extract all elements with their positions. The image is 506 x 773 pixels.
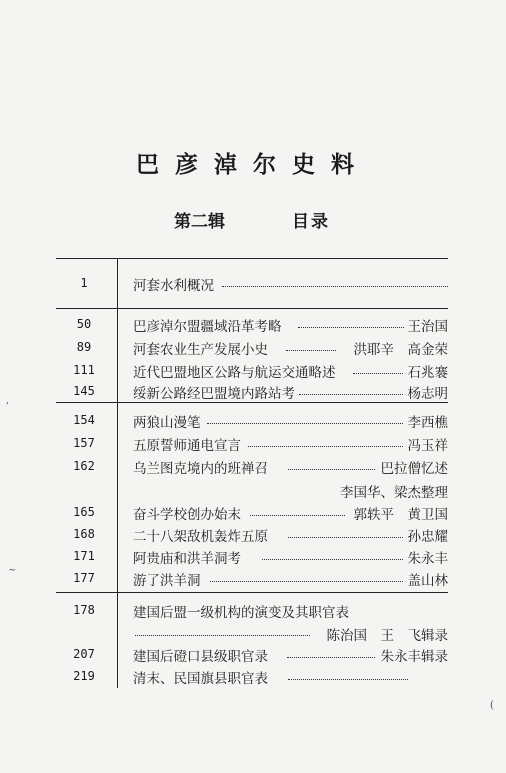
entry-page-number: 111 <box>73 363 95 377</box>
leader-dots <box>248 446 403 447</box>
entry-author: 朱永丰辑录 <box>380 649 448 665</box>
section-rule-3 <box>56 592 448 593</box>
entry-title[interactable]: 河套农业生产发展小史 <box>133 342 268 358</box>
entry-title[interactable]: 奋斗学校创办始末 <box>133 507 241 523</box>
entry-page-number: 50 <box>76 317 92 331</box>
entry-title[interactable]: 绥新公路经巴盟境内路站考 <box>133 386 295 402</box>
entry-page-number: 171 <box>73 549 95 563</box>
scan-mark: ( <box>490 700 494 711</box>
entry-page-number: 207 <box>73 647 95 661</box>
leader-dots <box>299 394 403 395</box>
entry-page-number: 89 <box>76 340 92 354</box>
entry-title[interactable]: 二十八架敌机轰炸五原 <box>133 529 268 545</box>
leader-dots <box>207 423 403 424</box>
entry-page-number: 177 <box>73 571 95 585</box>
entry-author: 郭轶平 黄卫国 <box>353 507 448 523</box>
entry-title[interactable]: 乌兰图克境内的班禅召 <box>133 461 268 477</box>
entry-author: 巴拉僧忆述 <box>380 461 448 477</box>
leader-dots <box>288 537 403 538</box>
page-title: 巴彦淖尔史料 <box>136 152 370 178</box>
entry-page-number: 162 <box>73 459 95 473</box>
leader-dots <box>287 657 375 658</box>
entry-title[interactable]: 阿贵庙和洪羊洞考 <box>133 551 241 567</box>
entry-page-number: 154 <box>73 413 95 427</box>
leader-dots <box>250 515 345 516</box>
leader-dots <box>222 286 448 287</box>
leader-dots <box>288 469 375 470</box>
entry-title[interactable]: 五原誓师通电宣言 <box>133 438 241 454</box>
entry-title[interactable]: 建国后盟一级机构的演变及其职官表 <box>133 605 349 621</box>
entry-author: 朱永丰 <box>407 551 448 567</box>
leader-dots <box>210 581 403 582</box>
entry-author: 洪耶辛 高金荣 <box>353 342 448 358</box>
issue-label: 第二辑 <box>174 212 225 232</box>
entry-title[interactable]: 建国后磴口县级职官录 <box>133 649 268 665</box>
entry-author: 杨志明 <box>407 386 448 402</box>
entry-author: 盖山林 <box>407 573 448 589</box>
entry-title[interactable]: 两狼山漫笔 <box>133 415 201 431</box>
leader-dots <box>135 635 310 636</box>
entry-author: 王治国 <box>407 319 448 335</box>
entry-page-number: 157 <box>73 436 95 450</box>
column-divider <box>117 258 118 688</box>
entry-page-number: 145 <box>73 384 95 398</box>
entry-title[interactable]: 游了洪羊洞 <box>133 573 201 589</box>
scan-mark: ~ <box>8 565 17 576</box>
entry-author: 石兆褰 <box>407 365 448 381</box>
contents-label: 目录 <box>292 212 330 232</box>
entry-author-line2: 陈治国 王 飞辑录 <box>326 628 448 644</box>
entry-page-number: 178 <box>73 603 95 617</box>
leader-dots <box>288 679 408 680</box>
scan-mark: , <box>6 395 10 406</box>
leader-dots <box>286 350 336 351</box>
leader-dots <box>298 327 404 328</box>
leader-dots <box>353 373 403 374</box>
entry-author: 孙忠耀 <box>407 529 448 545</box>
entry-page-number: 1 <box>80 276 88 290</box>
entry-page-number: 165 <box>73 505 95 519</box>
leader-dots <box>262 559 403 560</box>
entry-title[interactable]: 河套水利概况 <box>133 278 214 294</box>
entry-title[interactable]: 近代巴盟地区公路与航运交通略述 <box>133 365 336 381</box>
entry-page-number: 219 <box>73 669 95 683</box>
entry-page-number: 168 <box>73 527 95 541</box>
section-rule-1 <box>56 308 448 309</box>
entry-author: 冯玉祥 <box>407 438 448 454</box>
entry-author: 李西樵 <box>407 415 448 431</box>
section-rule-2 <box>56 402 448 403</box>
entry-title[interactable]: 巴彦淖尔盟疆域沿革考略 <box>133 319 282 335</box>
entry-author-line2: 李国华、梁杰整理 <box>340 485 448 501</box>
entry-title[interactable]: 清末、民国旗县职官表 <box>133 671 268 687</box>
table-top-rule <box>56 258 448 259</box>
